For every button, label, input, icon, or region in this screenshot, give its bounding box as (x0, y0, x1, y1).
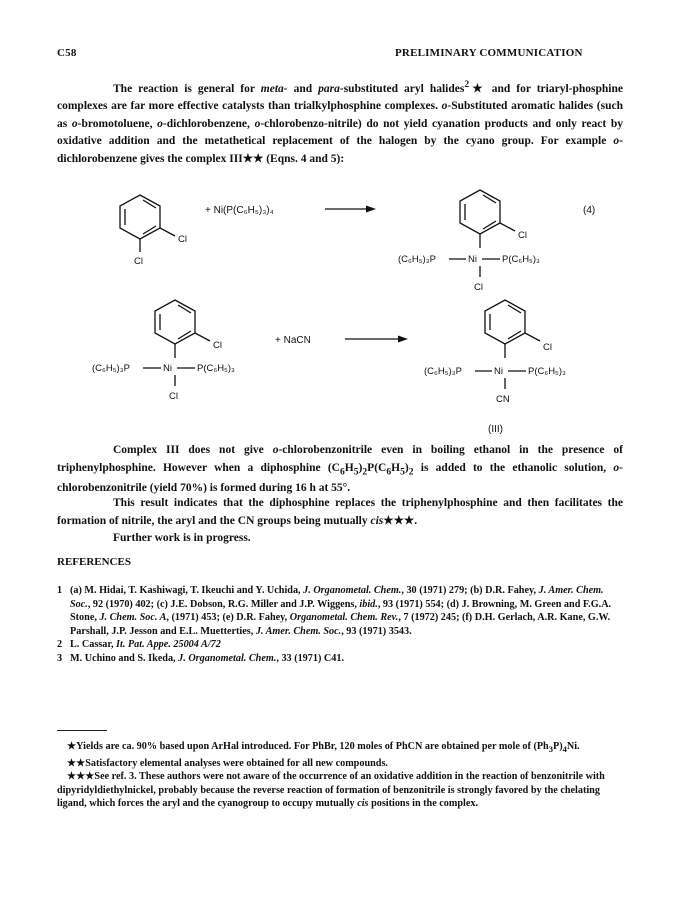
footnote-item: ★★★See ref. 3. These authors were not aware of the occurrence of an oxidative addition in the reaction of benzonitrile with dipyridyldiethylnickel, probably because the reverse reaction of formation of benzonitrile is strongly favored by the chelating ligand, which forces the aryl and the cyanogroup to occupy mutually cis positions in the complex. (57, 771, 605, 810)
chlorine-label: Cl (474, 282, 483, 293)
reference-number: 2 (57, 639, 63, 651)
triphenylphosphine-right-label: P(C₆H₅)₃ (528, 366, 566, 377)
reaction-arrow (345, 336, 408, 343)
footnote-rule (57, 730, 107, 731)
reagent-nickel-tetrakis: + Ni(P(C₆H₅)₃)₄ (205, 205, 274, 216)
reference-item (57, 584, 623, 638)
chlorine-label: Cl (518, 230, 527, 241)
chlorine-label: Cl (213, 340, 222, 351)
reference-number: 1 (57, 585, 63, 596)
triphenylphosphine-left-label: (C₆H₅)₃P (398, 254, 436, 265)
reference-text: L. Cassar, It. Pat. Appe. 25004 A/72 (70, 639, 221, 651)
footnote-item: ★Yields are ca. 90% based upon ArHal introduced. For PhBr, 120 moles of PhCN are obtained per mole of $(Ph_3P)_4Ni$. (67, 741, 580, 755)
triphenylphosphine-left-label: (C₆H₅)₃P (92, 363, 130, 374)
chlorine-label: Cl (134, 256, 143, 267)
reference-text: M. Uchino and S. Ikeda, J. Organometal. Chem., 33 (1971) C41. (70, 652, 344, 664)
body-paragraph-3: Further work is in progress. (113, 532, 251, 544)
triphenylphosphine-left-label: (C₆H₅)₃P (424, 366, 462, 377)
triphenylphosphine-right-label: P(C₆H₅)₃ (197, 363, 235, 374)
body-paragraph-1: Complex III does not give o-chlorobenzonitrile even in boiling ethanol in the presence of triphenylphosphine. However when a diphosphine $(C_6H_5)_2P(C_6H_5)_2$ is added to the ethanolic solution, o-chlorobenzonitrile (yield 70%) is formed during 16 h at 55°. (57, 444, 624, 495)
oxidative-addition-product-structure (398, 190, 540, 293)
body-paragraph-2: This result indicates that the diphosphine replaces the triphenylphosphine and then facilitates the formation of nitrile, the aryl and the CN groups being mutually cis★★★. (57, 497, 623, 527)
reference-number: 3 (57, 652, 63, 664)
chlorine-label: Cl (543, 342, 552, 353)
complex-iii-structure (424, 300, 566, 405)
footnote-item: ★★Satisfactory elemental analyses were obtained for all new compounds. (67, 757, 388, 769)
nickel-label: Ni (494, 366, 503, 377)
footnotes (57, 740, 623, 811)
references-heading: REFERENCES (57, 556, 131, 568)
triphenylphosphine-right-label: P(C₆H₅)₃ (502, 254, 540, 265)
reference-text: (a) M. Hidai, T. Kashiwagi, T. Ikeuchi and Y. Uchida, J. Organometal. Chem., 30 (1971) 279; (b) D.R. Fahey, J. Amer. Chem. Soc., 92 (1970) 402; (c) J.E. Dobson, R.G. Miller and J.P. Wiggens, ibid., 93 (1971) 554; (d) J. Browning, M. Green and F.G.A. Stone, J. Chem. Soc. A, (1971) 453; (e) D.R. Fahey, Organometal. Chem. Rev., 7 (1972) 245; (f) D.H. Gerlach, A.R. Kane, G.W. Parshall, J.P. Jesson and E.L. Muetterties, J. Amer. Chem. Soc., 93 (1971) 3543. (70, 585, 612, 637)
reference-item (57, 652, 623, 666)
page-number: C58 (57, 47, 77, 59)
reagent-sodium-cyanide: + NaCN (275, 335, 311, 346)
o-dichlorobenzene-structure (120, 195, 187, 267)
reaction-scheme (0, 180, 680, 440)
nickel-label: Ni (163, 363, 172, 374)
cyano-label: CN (496, 394, 510, 405)
compound-label-iii: (III) (488, 424, 503, 435)
references-list (57, 584, 623, 666)
intro-paragraph: The reaction is general for meta- and para-substituted aryl halides$^2$★ and for triaryl-phosphine complexes are far more effective catalysts than trialkylphosphine complexes. o-Substituted aromatic halides (such as o-bromotoluene, o-dichlorobenzene, o-chlorobenzo-nitrile) do not yield cyanation products and only react by oxidative addition and the metathetical replacement of the halogen by the cyano group. For example o-dichlorobenzene gives the complex III★★ (Eqns. 4 and 5): (57, 79, 624, 165)
reference-item (57, 638, 623, 652)
equation-number-4: (4) (583, 205, 596, 216)
nickel-aryl-chloride-structure (92, 300, 235, 402)
chlorine-label: Cl (178, 234, 187, 245)
nickel-label: Ni (468, 254, 477, 265)
chlorine-label: Cl (169, 391, 178, 402)
reaction-arrow (325, 206, 376, 213)
running-title: PRELIMINARY COMMUNICATION (395, 47, 583, 59)
